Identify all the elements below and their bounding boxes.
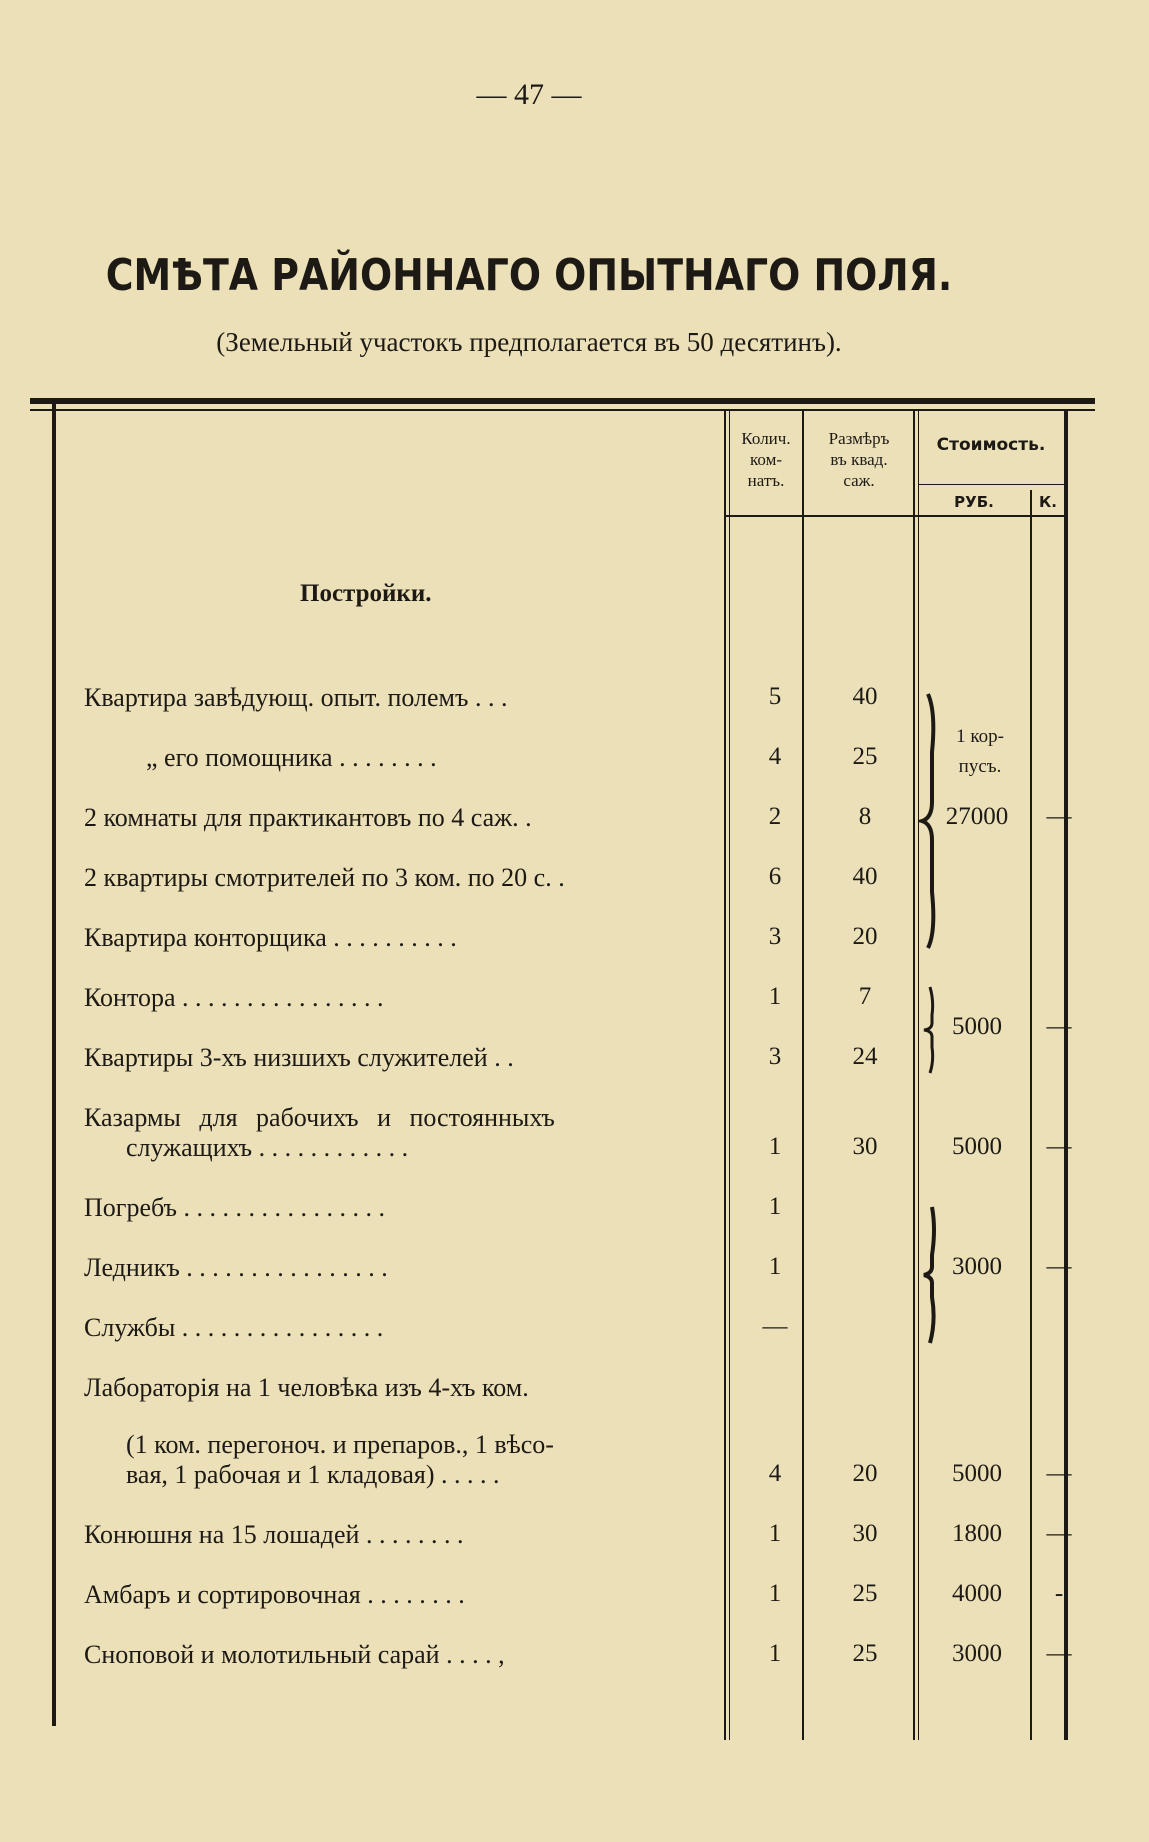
table-row — [0, 803, 1149, 863]
page-number: — 47 — — [476, 78, 582, 111]
row-label: 2 квартиры смотрителей по 3 ком. по 20 с. . — [84, 863, 565, 892]
table-row — [0, 1640, 1149, 1700]
row-size: 8 — [858, 803, 872, 830]
row-kom: — — [762, 1313, 788, 1340]
row-size: 20 — [852, 923, 878, 950]
row-rub: 4000 — [952, 1580, 1002, 1607]
row-size: 30 — [852, 1133, 878, 1160]
header-kolich: Колич. ком- натъ. — [741, 429, 791, 490]
top-rule-thick — [30, 398, 1095, 404]
row-kom: 1 — [768, 1520, 782, 1547]
header-rub: РУБ. — [954, 493, 994, 511]
table-row — [0, 863, 1149, 923]
row-size: 25 — [852, 743, 878, 770]
row-label: Амбаръ и сортировочная . . . . . . . . — [84, 1580, 465, 1609]
row-label: Контора . . . . . . . . . . . . . . . . — [84, 983, 384, 1012]
table-row — [0, 1580, 1149, 1640]
row-rub: 27000 — [945, 803, 1009, 830]
row-kom: 1 — [768, 1640, 782, 1667]
row-label: Квартира завѣдующ. опыт. полемъ . . . — [84, 683, 508, 712]
row-label: (1 ком. перегоноч. и препаров., 1 вѣсо- — [126, 1430, 554, 1459]
row-size: 40 — [852, 683, 878, 710]
row-k: — — [1046, 1520, 1072, 1547]
row-label: Лабораторія на 1 человѣка изъ 4-хъ ком. — [84, 1373, 529, 1402]
row-k: — — [1046, 1460, 1072, 1487]
row-label-continued: вая, 1 рабочая и 1 кладовая) . . . . . — [126, 1460, 500, 1489]
page-title: СМѢТА РАЙОННАГО ОПЫТНАГО ПОЛЯ. — [105, 250, 953, 301]
row-size: 20 — [852, 1460, 878, 1487]
table-row — [0, 1253, 1149, 1313]
row-rub: 3000 — [952, 1253, 1002, 1280]
row-label: Конюшня на 15 лошадей . . . . . . . . — [84, 1520, 464, 1549]
row-size: 25 — [852, 1640, 878, 1667]
row-size: 7 — [858, 983, 872, 1010]
row-kom: 1 — [768, 1133, 782, 1160]
table-row — [0, 923, 1149, 983]
page-subtitle: (Земельный участокъ предполагается въ 50 десятинъ). — [216, 327, 842, 357]
row-rub: 5000 — [952, 1013, 1002, 1040]
row-k: - — [1054, 1580, 1064, 1607]
brace-group-3 — [918, 1205, 942, 1345]
stoimost-divider — [918, 484, 1066, 485]
row-kom: 1 — [768, 1193, 782, 1220]
row-kom: 3 — [768, 923, 782, 950]
header-k: К. — [1039, 493, 1057, 511]
table-row — [0, 1193, 1149, 1253]
row-k: — — [1046, 1133, 1072, 1160]
row-k: — — [1046, 1253, 1072, 1280]
row-label: Службы . . . . . . . . . . . . . . . . — [84, 1313, 384, 1342]
row-size: 24 — [852, 1043, 878, 1070]
table-row — [0, 1430, 1149, 1520]
row-label: „ его помощника . . . . . . . . — [146, 743, 437, 772]
row-kom: 3 — [768, 1043, 782, 1070]
row-k: — — [1046, 803, 1072, 830]
row-label: Погребъ . . . . . . . . . . . . . . . . — [84, 1193, 386, 1222]
row-kom: 1 — [768, 1580, 782, 1607]
table-row — [0, 1103, 1149, 1193]
korpus-note: 1 кор- пусъ. — [956, 726, 1004, 777]
row-kom: 4 — [768, 743, 782, 770]
row-kom: 2 — [768, 803, 782, 830]
row-kom: 1 — [768, 1253, 782, 1280]
row-label: 2 комнаты для практикантовъ по 4 саж. . — [84, 803, 532, 832]
row-rub: 1800 — [952, 1520, 1002, 1547]
row-label: Квартиры 3-хъ низшихъ служителей . . — [84, 1043, 514, 1072]
table-row — [0, 1373, 1149, 1433]
row-k: — — [1046, 1013, 1072, 1040]
row-label: Квартира конторщика . . . . . . . . . . — [84, 923, 457, 952]
row-label: Казармы для рабочихъ и постоянныхъ — [84, 1103, 555, 1132]
section-title: Постройки. — [300, 580, 432, 607]
row-size: 30 — [852, 1520, 878, 1547]
table-row — [0, 1520, 1149, 1580]
row-label-continued: служащихъ . . . . . . . . . . . . — [126, 1133, 409, 1162]
header-stoimost: Стоимость. — [936, 435, 1046, 455]
row-size: 25 — [852, 1580, 878, 1607]
brace-group-2 — [918, 985, 942, 1075]
row-kom: 6 — [768, 863, 782, 890]
row-label: Сноповой и молотильный сарай . . . . , — [84, 1640, 505, 1669]
row-rub: 3000 — [952, 1640, 1002, 1667]
row-kom: 5 — [768, 683, 782, 710]
table-row — [0, 1313, 1149, 1373]
row-k: — — [1046, 1640, 1072, 1667]
row-rub: 5000 — [952, 1133, 1002, 1160]
table-row — [0, 1013, 1149, 1103]
row-kom: 4 — [768, 1460, 782, 1487]
row-kom: 1 — [768, 983, 782, 1010]
top-rule-thin — [30, 409, 1095, 411]
row-size: 40 — [852, 863, 878, 890]
header-bottom-rule — [726, 515, 1066, 517]
brace-group-1 — [918, 692, 948, 950]
row-label: Ледникъ . . . . . . . . . . . . . . . . — [84, 1253, 388, 1282]
row-rub: 5000 — [952, 1460, 1002, 1487]
header-razmer: Размѣръ въ квад. саж. — [828, 429, 890, 490]
